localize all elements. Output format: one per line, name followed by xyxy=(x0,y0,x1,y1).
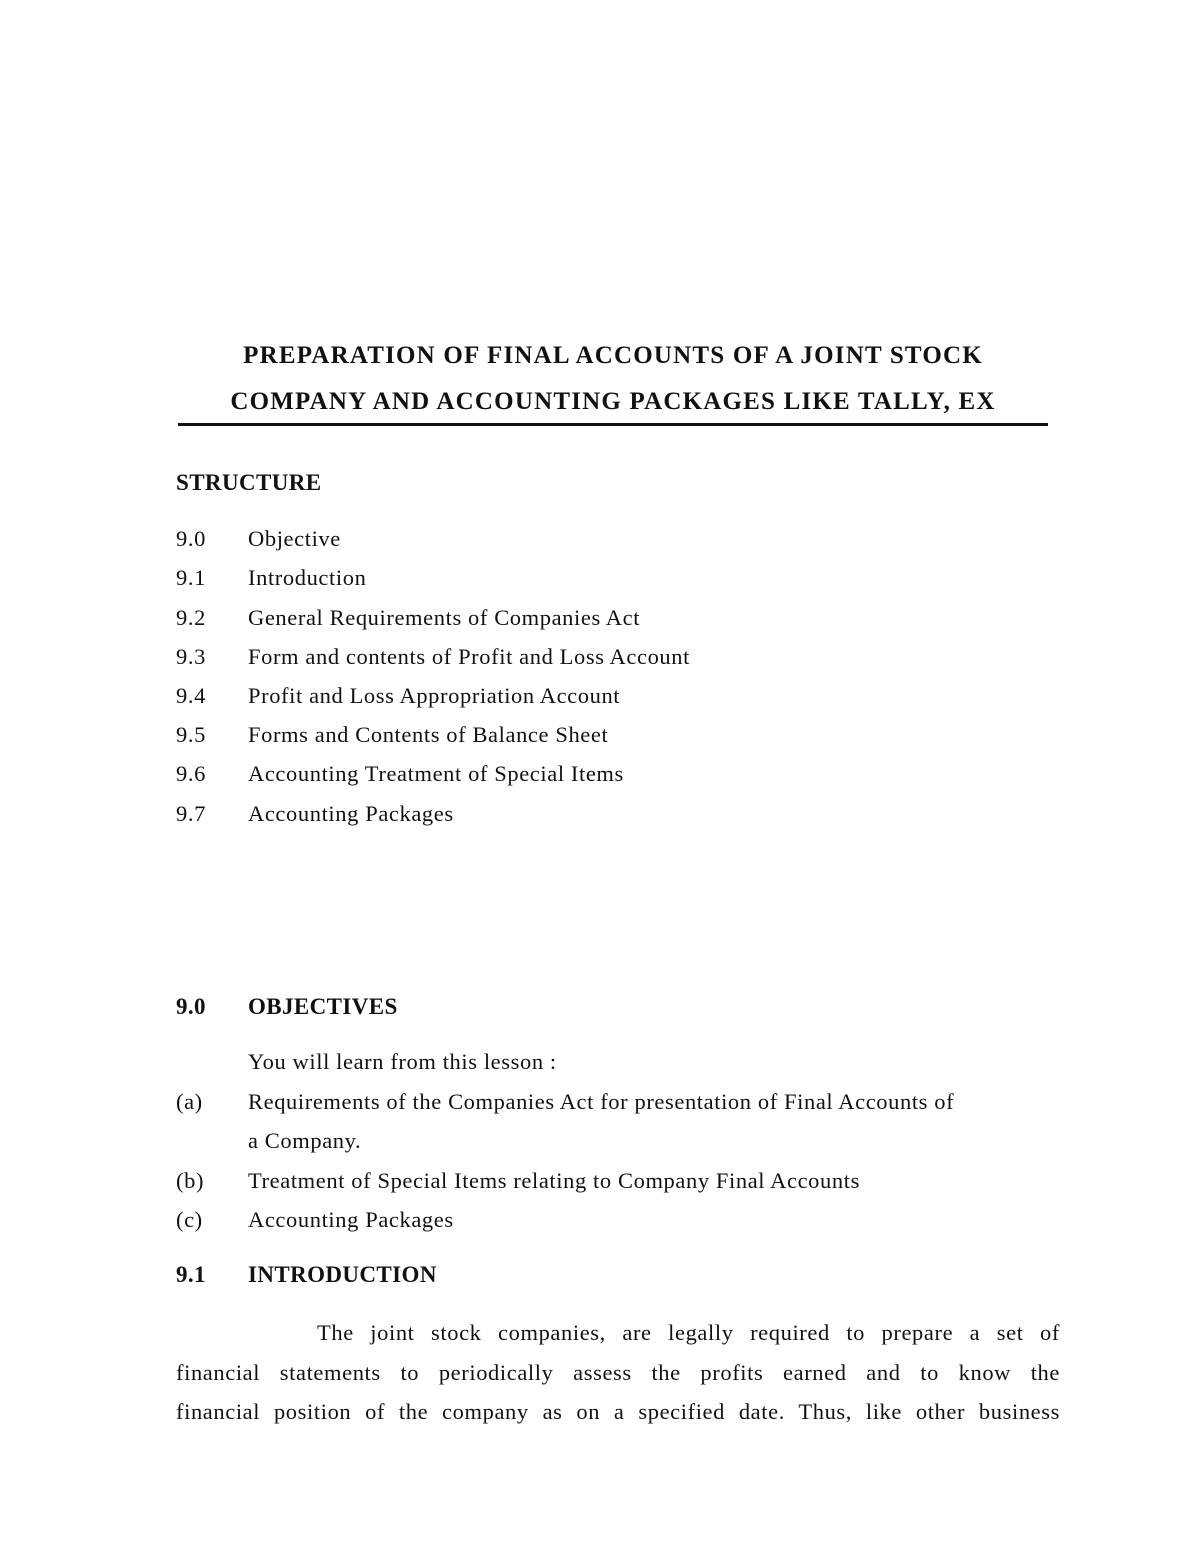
introduction-heading: INTRODUCTION xyxy=(248,1262,437,1287)
structure-item-text: Forms and Contents of Balance Sheet xyxy=(248,722,609,747)
structure-item-text: General Requirements of Companies Act xyxy=(248,605,641,630)
objective-item xyxy=(176,1205,454,1235)
objectives-section-number: 9.0 xyxy=(176,994,206,1019)
objective-item-label: (a) xyxy=(176,1089,203,1114)
structure-item-number: 9.3 xyxy=(176,644,206,669)
objective-item xyxy=(176,1087,954,1117)
page-title-line-2: COMPANY AND ACCOUNTING PACKAGES LIKE TALLY, EX xyxy=(230,388,996,415)
structure-item xyxy=(176,524,341,554)
structure-item-text: Accounting Packages xyxy=(248,801,454,826)
introduction-paragraph xyxy=(176,1313,1060,1432)
structure-item-number: 9.6 xyxy=(176,761,206,786)
structure-item-number: 9.1 xyxy=(176,565,206,590)
structure-item-number: 9.4 xyxy=(176,683,206,708)
paragraph-line: financial statements to periodically assess the profits earned and to know the xyxy=(176,1359,1060,1385)
paragraph-line: financial position of the company as on a specified date. Thus, like other business xyxy=(176,1399,1060,1424)
structure-item-text: Form and contents of Profit and Loss Account xyxy=(248,644,690,669)
introduction-section-number: 9.1 xyxy=(176,1262,206,1287)
paragraph-line: The joint stock companies, are legally required to prepare a set of xyxy=(317,1320,1060,1345)
structure-item xyxy=(176,759,624,789)
structure-item-text: Accounting Treatment of Special Items xyxy=(248,761,624,786)
page-title xyxy=(178,333,1048,425)
objective-item-text: Treatment of Special Items relating to Company Final Accounts xyxy=(248,1168,860,1193)
structure-heading: STRUCTURE xyxy=(176,470,322,495)
structure-item xyxy=(176,603,640,633)
structure-item-text: Profit and Loss Appropriation Account xyxy=(248,683,621,708)
structure-item-text: Introduction xyxy=(248,565,367,590)
structure-item xyxy=(176,681,620,711)
title-divider xyxy=(178,423,1048,426)
structure-item-number: 9.7 xyxy=(176,801,206,826)
objective-item xyxy=(176,1166,860,1196)
page-title-line-1: PREPARATION OF FINAL ACCOUNTS OF A JOINT STOCK xyxy=(243,342,983,369)
structure-item xyxy=(176,799,454,829)
objectives-heading: OBJECTIVES xyxy=(248,994,398,1019)
objectives-intro: You will learn from this lesson : xyxy=(248,1049,557,1074)
structure-item xyxy=(176,642,690,672)
objective-item-label: (c) xyxy=(176,1207,203,1232)
objective-item-label: (b) xyxy=(176,1168,205,1193)
structure-item-number: 9.5 xyxy=(176,722,206,747)
objective-item-text: Accounting Packages xyxy=(248,1207,454,1232)
structure-item-number: 9.2 xyxy=(176,605,206,630)
structure-item-text: Objective xyxy=(248,526,341,551)
structure-item xyxy=(176,720,608,750)
objective-item-text: Requirements of the Companies Act for presentation of Final Accounts of xyxy=(248,1089,955,1114)
structure-item xyxy=(176,563,366,593)
structure-item-number: 9.0 xyxy=(176,526,206,551)
objective-item-continuation: a Company. xyxy=(248,1128,362,1153)
